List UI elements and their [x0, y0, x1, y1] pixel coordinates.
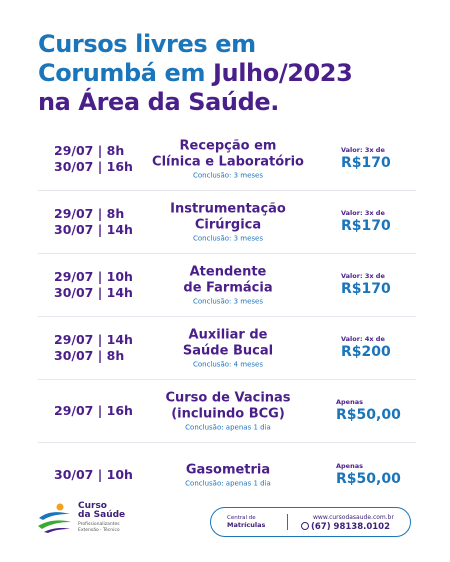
brand-logo: [36, 500, 166, 540]
course-dates: 29/07 | 10h 30/07 | 14h: [54, 269, 133, 300]
price-value: R$50,00: [336, 407, 401, 423]
course-info: [138, 391, 318, 432]
course-conclusion: Conclusão: 4 meses: [192, 360, 264, 369]
course-info: [138, 328, 318, 369]
price-value: R$170: [341, 281, 391, 297]
course-price: [341, 209, 391, 235]
course-row: [38, 254, 416, 317]
course-name: Recepção em Clínica e Laboratório: [152, 138, 304, 170]
price-label: Valor: 3x de: [341, 272, 385, 280]
course-row: [38, 317, 416, 380]
title-line-2: Corumbá em Julho/2023: [38, 59, 353, 87]
price-label: Valor: 3x de: [341, 146, 385, 154]
swoosh-logo-icon: [36, 502, 74, 534]
price-value: R$170: [341, 218, 391, 234]
contact-box: [210, 507, 411, 537]
course-info: [138, 202, 318, 243]
course-dates: 29/07 | 8h 30/07 | 16h: [54, 143, 133, 174]
title-line-1: Cursos livres em: [38, 30, 256, 58]
course-price: [336, 398, 401, 424]
course-dates: 30/07 | 10h: [54, 466, 133, 482]
course-price: [336, 462, 401, 488]
price-value: R$50,00: [336, 470, 401, 487]
course-row: [38, 128, 416, 191]
brand-subtitle: Profissionalizantes Extensão · Técnico: [78, 522, 120, 533]
course-row: [38, 191, 416, 254]
course-conclusion: Conclusão: apenas 1 dia: [185, 423, 271, 432]
course-row: [38, 443, 416, 506]
course-conclusion: Conclusão: 3 meses: [192, 171, 264, 180]
course-dates: 29/07 | 14h 30/07 | 8h: [54, 332, 133, 363]
course-conclusion: Conclusão: 3 meses: [192, 297, 264, 306]
price-label: Valor: 4x de: [341, 335, 385, 343]
course-name: Curso de Vacinas (incluindo BCG): [165, 390, 291, 422]
price-value: R$200: [341, 344, 391, 360]
price-label: Valor: 3x de: [341, 209, 385, 217]
phone-number[interactable]: (67) 98138.0102: [301, 522, 390, 532]
divider: [287, 514, 288, 530]
course-info: [138, 462, 318, 487]
course-conclusion: Conclusão: 3 meses: [192, 234, 264, 243]
course-name: Instrumentação Cirúrgica: [170, 201, 286, 233]
course-list: [38, 128, 416, 506]
course-name: Auxiliar de Saúde Bucal: [182, 327, 274, 359]
course-info: [138, 265, 318, 306]
course-dates: 29/07 | 16h: [54, 403, 133, 418]
course-name: Gasometria: [185, 462, 271, 477]
price-label: Apenas: [336, 398, 363, 406]
website-link[interactable]: www.cursodasaude.com.br: [313, 514, 394, 521]
page-title: [38, 30, 418, 117]
course-name: Atendente de Farmácia: [183, 264, 273, 296]
course-dates: 29/07 | 8h 30/07 | 14h: [54, 206, 133, 237]
course-price: [341, 335, 391, 361]
course-price: [341, 146, 391, 172]
enrollment-center-label: Central de Matrículas: [227, 515, 266, 529]
title-line-3: na Área da Saúde.: [38, 88, 279, 116]
course-conclusion: Conclusão: apenas 1 dia: [185, 479, 271, 487]
course-price: [341, 272, 391, 298]
whatsapp-icon: [301, 522, 309, 530]
course-row: [38, 380, 416, 443]
course-info: [138, 139, 318, 180]
price-value: R$170: [341, 155, 391, 171]
price-label: Apenas: [336, 461, 363, 470]
brand-name: Curso da Saúde: [78, 501, 126, 520]
